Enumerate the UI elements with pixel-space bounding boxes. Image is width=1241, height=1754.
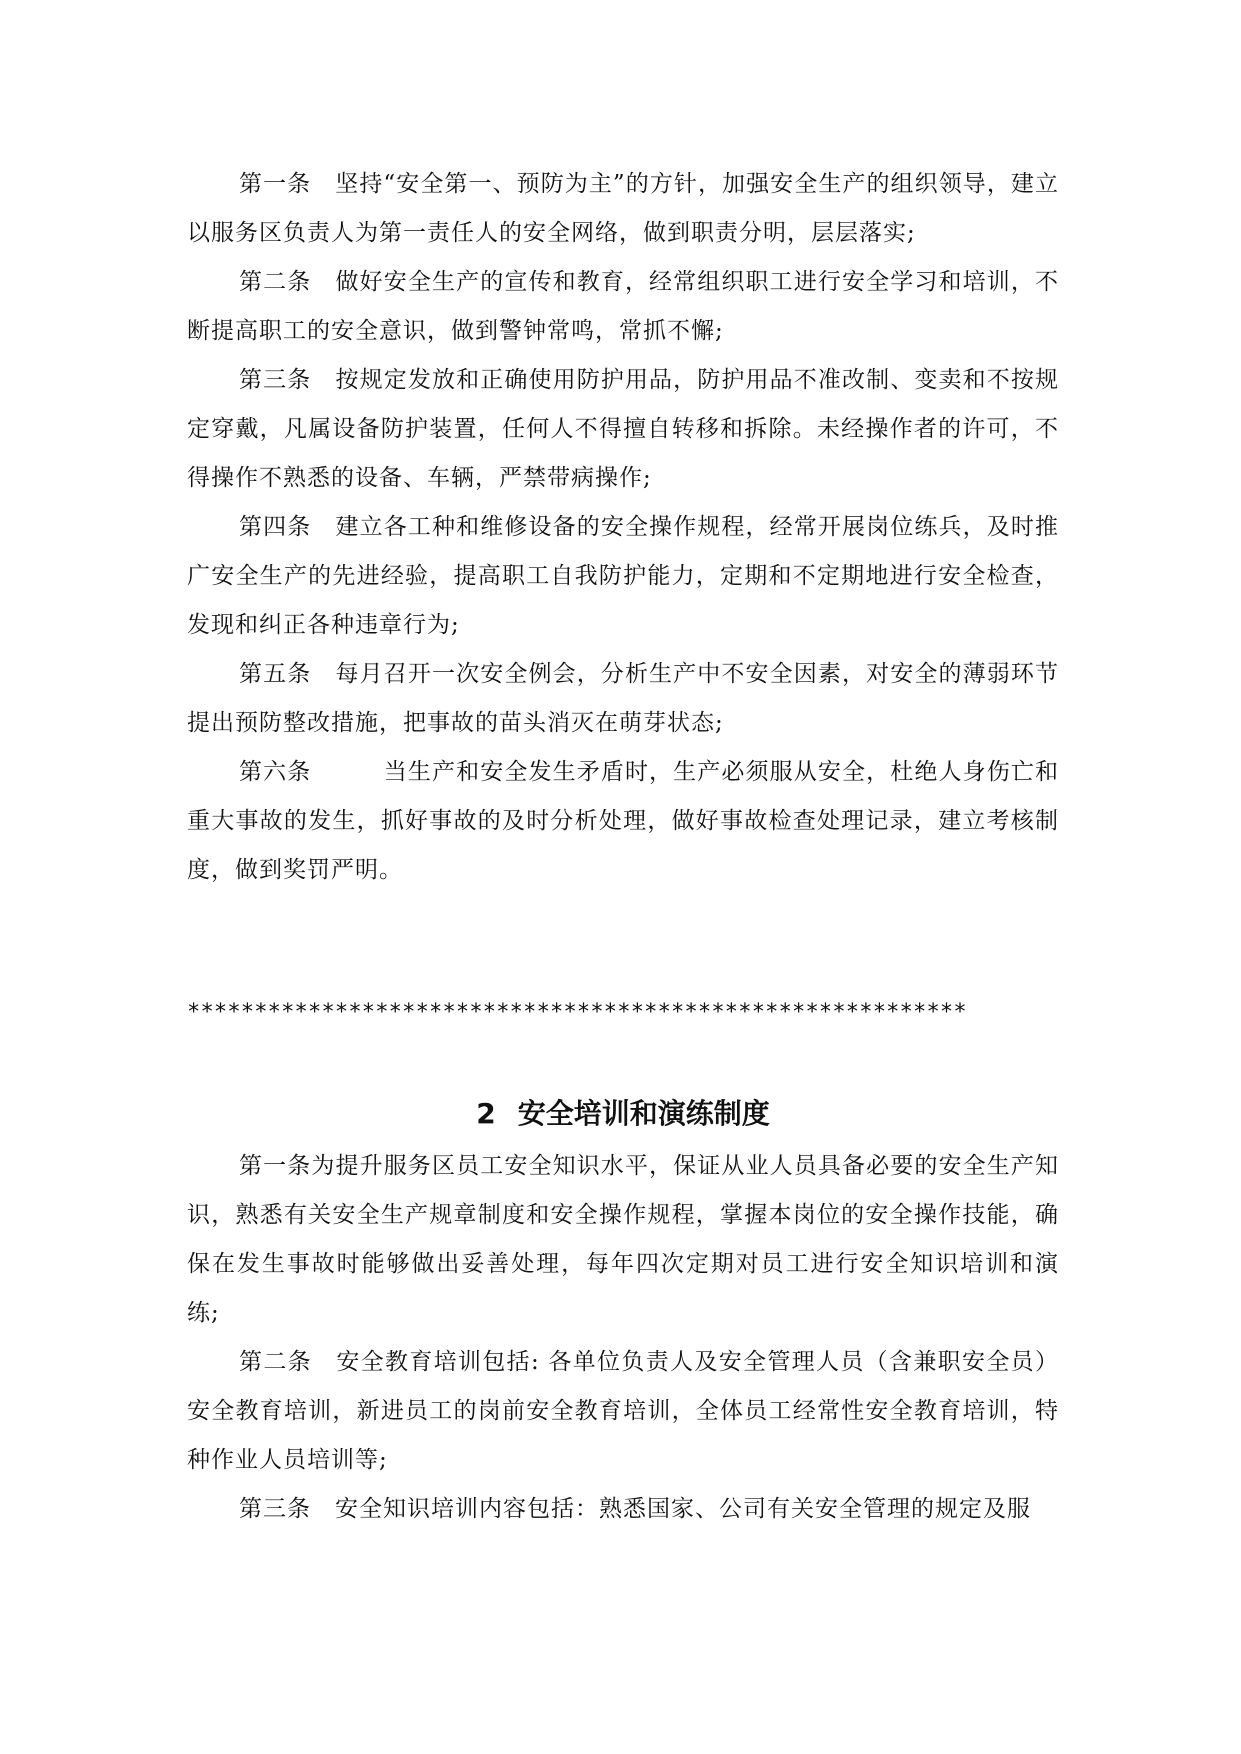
section-heading — [187, 1092, 1059, 1136]
article-1: 第一条 坚持“安全第一、预防为主”的方针，加强安全生产的组织领导，建立以服务区负责人为第一责任人的安全网络，做到职责分明，层层落实; — [187, 171, 1059, 246]
asterisk-separator: ********************************************************** — [187, 1000, 967, 1025]
training-article-3: 第三条 安全知识培训内容包括：熟悉国家、公司有关安全管理的规定及服 — [239, 1496, 1031, 1522]
training-article-2: 第二条 安全教育培训包括: 各单位负责人及安全管理人员（含兼职安全员）安全教育培训，新进员工的岗前安全教育培训，全体员工经常性安全教育培训，特种作业人员培训等; — [187, 1349, 1059, 1473]
section-title: 安全培训和演练制度 — [517, 1097, 770, 1130]
training-article-1: 第一条为提升服务区员工安全知识水平，保证从业人员具备必要的安全生产知识，熟悉有关安全生产规章制度和安全操作规程，掌握本岗位的安全操作技能，确保在发生事故时能够做出妥善处理，每年四次定期对员工进行安全知识培训和演练; — [187, 1153, 1059, 1326]
safety-rules-section — [187, 160, 1059, 895]
article-3: 第三条 按规定发放和正确使用防护用品，防护用品不准改制、变卖和不按规定穿戴，凡属设备防护装置，任何人不得擅自转移和拆除。未经操作者的许可，不得操作不熟悉的设备、车辆，严禁带病操作; — [187, 367, 1059, 491]
training-drill-section — [187, 1092, 1059, 1534]
section-number: 2 — [476, 1097, 496, 1130]
article-2: 第二条 做好安全生产的宣传和教育，经常组织职工进行安全学习和培训，不断提高职工的安全意识，做到警钟常鸣，常抓不懈; — [187, 269, 1059, 344]
article-6: 第六条 当生产和安全发生矛盾时，生产必须服从安全，杜绝人身伤亡和重大事故的发生，抓好事故的及时分析处理，做好事故检查处理记录，建立考核制度，做到奖罚严明。 — [187, 759, 1059, 883]
article-4: 第四条 建立各工种和维修设备的安全操作规程，经常开展岗位练兵，及时推广安全生产的先进经验，提高职工自我防护能力，定期和不定期地进行安全检查，发现和纠正各种违章行为; — [187, 514, 1059, 638]
article-5: 第五条 每月召开一次安全例会，分析生产中不安全因素，对安全的薄弱环节提出预防整改措施，把事故的苗头消灭在萌芽状态; — [187, 661, 1059, 736]
